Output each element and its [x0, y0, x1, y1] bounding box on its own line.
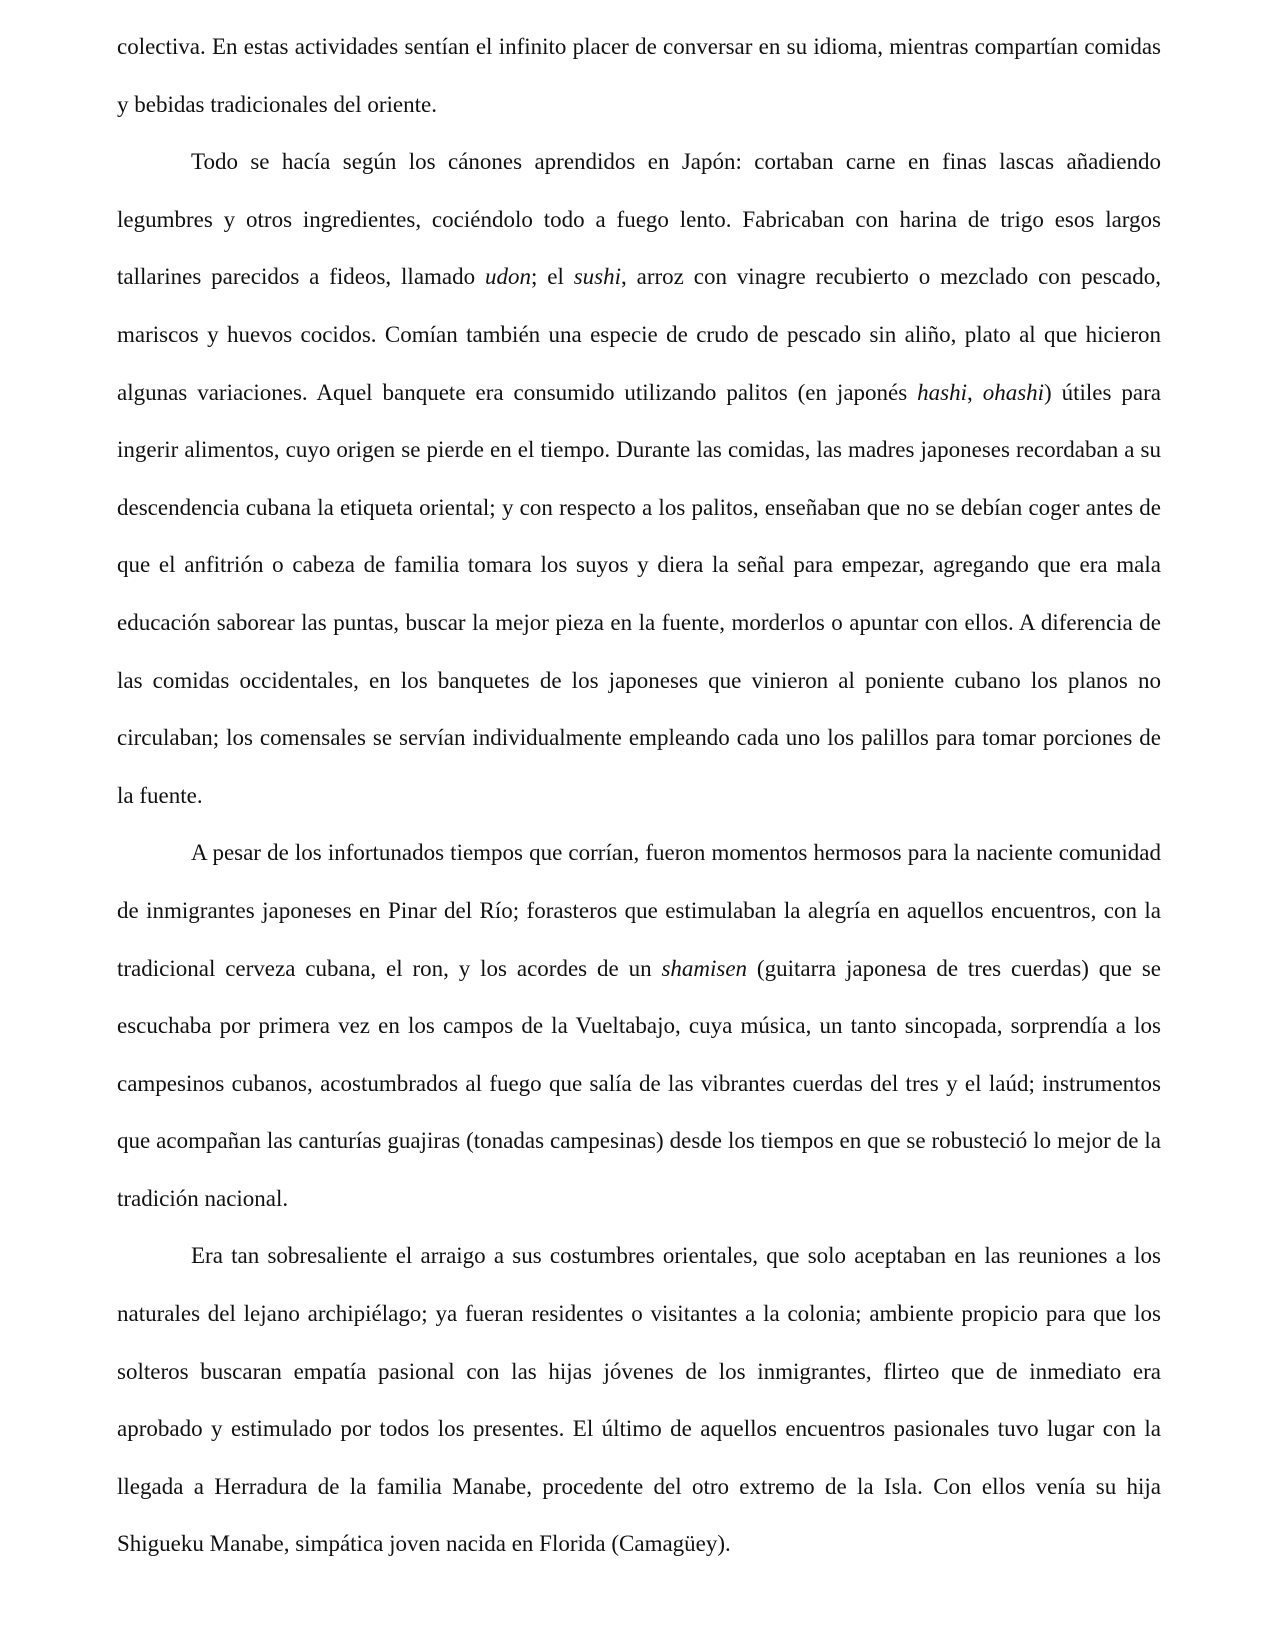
paragraph-text: Todo se hacía según los cánones aprendidos en Japón: cortaban carne en finas lascas añadiendo legumbres y otros ingredientes, cociéndolo todo a fuego lento. Fabricaban con harina de trigo esos largos tallarines parecidos a fideos, llamado: [117, 149, 1161, 290]
italic-term-hashi: hashi: [917, 379, 967, 405]
paragraph-text: A pesar de los infortunados tiempos que corrían, fueron momentos hermosos para la naciente comunidad de inmigrantes japoneses en Pinar del Río; forasteros que estimulaban la alegría en aquellos encuentros, con la tradicional cerveza cubana, el ron, y los acordes de un: [117, 840, 1161, 981]
paragraph-text: ,: [966, 379, 983, 405]
italic-term-shamisen: shamisen: [661, 955, 748, 981]
paragraph-text: , arroz con vinagre recubierto o mezclado con pescado, mariscos y huevos cocidos. Comían también una especie de crudo de pescado sin aliño, plato al que hicieron algunas variaciones. Aquel banquete era consumido utilizando palitos (en japonés: [117, 264, 1161, 405]
paragraph-3: [117, 824, 1161, 1227]
paragraph-4: [117, 1227, 1161, 1573]
italic-term-sushi: sushi: [573, 264, 622, 290]
paragraph-1: [117, 18, 1161, 133]
italic-term-udon: udon: [485, 264, 531, 290]
paragraph-text: ) útiles para ingerir alimentos, cuyo origen se pierde en el tiempo. Durante las comidas, las madres japoneses recordaban a su descendencia cubana la etiqueta oriental; y con respecto a los palitos, enseñaban que no se debían coger antes de que el anfitrión o cabeza de familia tomara los suyos y diera la señal para empezar, agregando que era mala educación saborear las puntas, buscar la mejor pieza en la fuente, morderlos o apuntar con ellos. A diferencia de las comidas occidentales, en los banquetes de los japoneses que vinieron al poniente cubano los planos no circulaban; los comensales se servían individualmente empleando cada uno los palillos para tomar porciones de la fuente.: [117, 379, 1161, 808]
document-page: [117, 18, 1161, 1573]
paragraph-text: ; el: [531, 264, 574, 290]
paragraph-2: [117, 133, 1161, 824]
paragraph-text: (guitarra japonesa de tres cuerdas) que se escuchaba por primera vez en los campos de la Vueltabajo, cuya música, un tanto sincopada, sorprendía a los campesinos cubanos, acostumbrados al fuego que salía de las vibrantes cuerdas del tres y el laúd; instrumentos que acompañan las canturías guajiras (tonadas campesinas) desde los tiempos en que se robusteció lo mejor de la tradición nacional.: [117, 955, 1161, 1211]
paragraph-text: colectiva. En estas actividades sentían el infinito placer de conversar en su idioma, mientras compartían comidas y bebidas tradicionales del oriente.: [117, 34, 1161, 117]
paragraph-text: Era tan sobresaliente el arraigo a sus costumbres orientales, que solo aceptaban en las reuniones a los naturales del lejano archipiélago; ya fueran residentes o visitantes a la colonia; ambiente propicio para que los solteros buscaran empatía pasional con las hijas jóvenes de los inmigrantes, flirteo que de inmediato era aprobado y estimulado por todos los presentes. El último de aquellos encuentros pasionales tuvo lugar con la llegada a Herradura de la familia Manabe, procedente del otro extremo de la Isla. Con ellos venía su hija Shigueku Manabe, simpática joven nacida en Florida (Camagüey).: [117, 1243, 1161, 1557]
italic-term-ohashi: ohashi: [982, 379, 1045, 405]
